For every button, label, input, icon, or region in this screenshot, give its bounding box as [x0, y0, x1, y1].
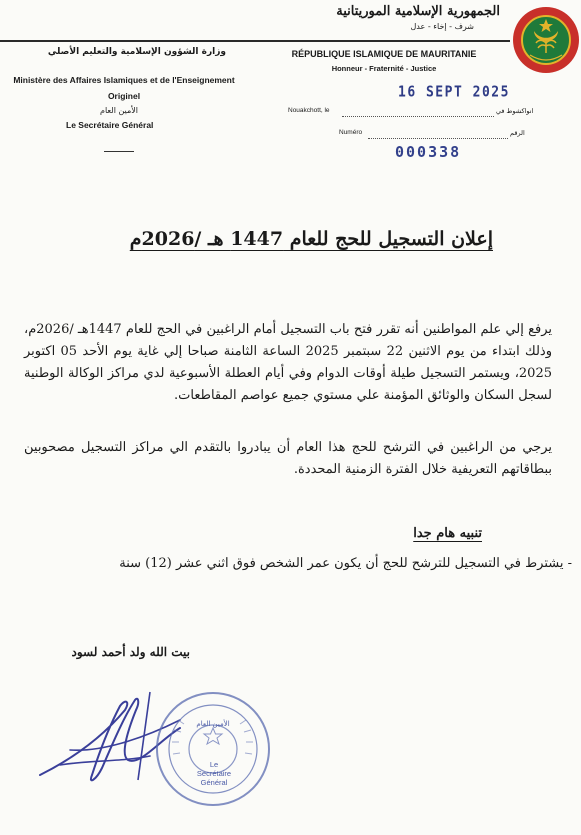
republic-title-fr: RÉPUBLIQUE ISLAMIQUE DE MAURITANIE	[291, 49, 477, 59]
important-note-text: - يشترط في التسجيل للترشح للحج أن يكون عمر الشخص فوق اثني عشر (12) سنة	[119, 556, 572, 571]
signer-name: بيت الله ولد أحمد لسود	[71, 645, 190, 659]
number-label-ar: الرقم	[510, 130, 525, 137]
motto-ar: شرف - إخاء - عدل	[410, 22, 474, 31]
office-ar: الأمين العام	[100, 106, 139, 115]
motto-fr: Honneur - Fraternité - Justice	[331, 64, 437, 73]
header-divider	[0, 40, 510, 42]
office-underline	[104, 151, 134, 152]
place-date-label-fr: Nouakchott, le	[288, 107, 330, 114]
republic-title-ar: الجمهورية الإسلامية الموريتانية	[336, 4, 500, 19]
number-dotted-line	[368, 129, 508, 139]
important-note-heading: تنبيه هام جدا	[413, 526, 482, 541]
office-stamp-text-fr: Le Secrétaire Général	[196, 760, 232, 787]
paragraph-instructions: يرجي من الراغبين في الترشح للحج هذا العام أن يبادروا بالتقدم الي مراكز التسجيل مصحوبين ببطاقاتهم التعريفية خلال الفترة الزمنية المحددة.	[24, 440, 552, 477]
paragraph-registration: يرفع إلي علم المواطنين أنه تقرر فتح باب التسجيل أمام الراغبين في الحج للعام 1447هـ /2026م، وذلك ابتداء من يوم الاثنين 22 سبتمبر 2025 الساعة الثامنة صباحا إلي غاية يوم الأحد 05 اكتوبر 2025، ويستمر التسجيل طيلة أوقات الدوام وفي أيام العطلة الأسبوعية لدي مراكز الوكالة الوطنية لسجل السكان والوثائق المؤمنة علي مستوي جميع عواصم المقاطعات.	[24, 322, 552, 403]
place-date-label-ar: انواكشوط في	[496, 108, 534, 115]
ministry-name-ar: وزارة الشؤون الإسلامية والتعليم الأصلي	[47, 47, 226, 57]
ministry-name-fr: Ministère des Affaires Islamiques et de l'Enseignement Originel	[13, 75, 235, 101]
office-stamp-text-ar: الأمين العام	[196, 720, 230, 728]
number-label-fr: Numéro	[339, 129, 363, 136]
place-date-dotted-line	[342, 107, 494, 117]
number-stamp: 000338	[395, 143, 462, 161]
national-seal-logo	[512, 3, 580, 77]
announcement-title: إعلان التسجيل للحج للعام 1447 هـ /2026م	[129, 228, 493, 250]
date-stamp: 16 SEPT 2025	[398, 84, 510, 102]
office-fr: Le Secrétaire Général	[66, 120, 154, 130]
office-stamp	[154, 690, 272, 808]
